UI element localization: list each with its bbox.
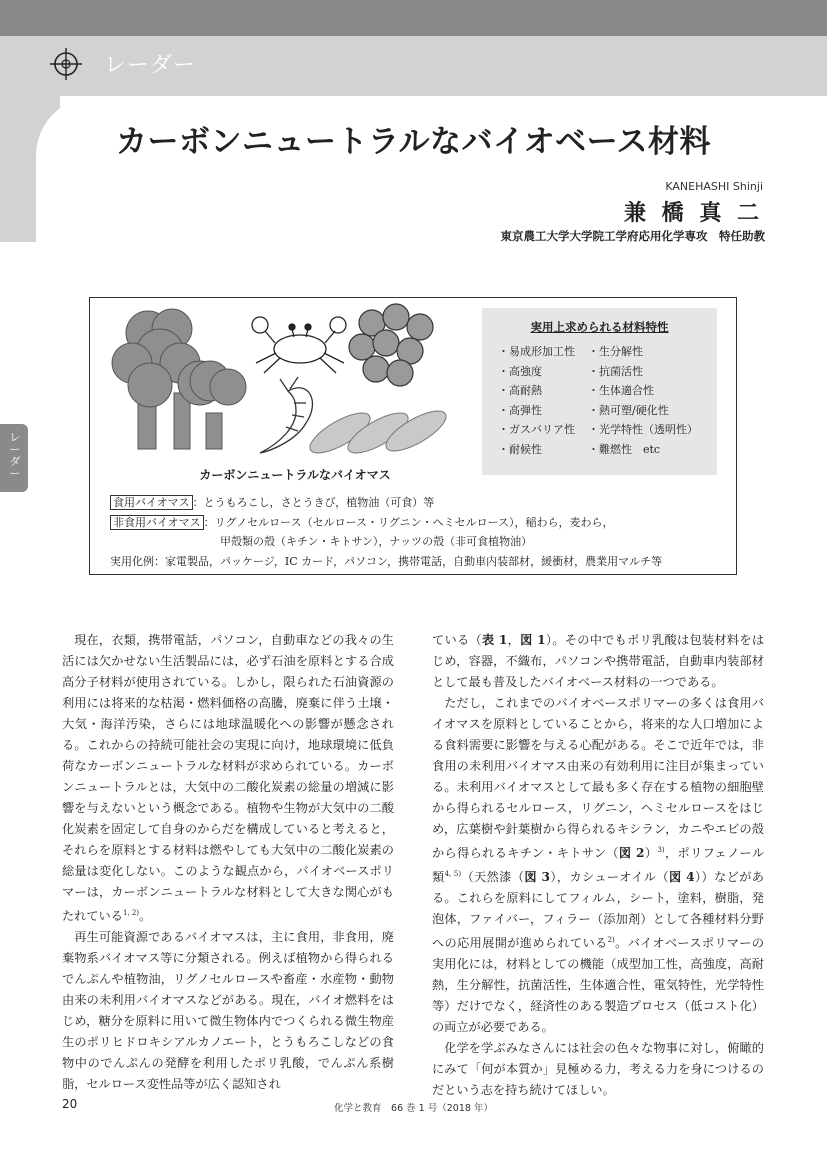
nonfood-biomass-line	[110, 514, 614, 530]
author-affiliation: 東京農工大学大学院工学府応用化学専攻 特任助教	[500, 229, 765, 243]
journal-footer: 化学と教育 66 巻 1 号（2018 年）	[334, 1103, 493, 1114]
property-item: ・難燃性 etc	[588, 442, 661, 456]
paragraph: ただし，これまでのバイオベースポリマーの多くは食用バイオマスを原料としていることから，将来的な人口増加による食料需要に影響を与える心配がある。そこで近年では，非食用の未利用バイオマス由来の有効利用に注目が集まっている。未利用バイオマスとして最も多く存在する植物の細胞壁から得られるセルロース，リグニン，ヘミセルロースをはじめ，広葉樹や針葉樹から得られるキシラン，カニやエビの殻から得られるキチン・キトサン（図 2）$^{3)}$，ポリフェノール類$^{4, 5)}$（天然漆（図 3），カシューオイル（図 4））などがある。これらを原料にしてフィルム，シート，塗料，樹脂，発泡体，ファイバー，フィラー（添加剤）として各種材料分野への応用展開が進められている$^{2)}$。バイオベースポリマーの実用化には，材料としての機能（成型加工性，高強度，高耐熱，生分解性，抗菌活性，生体適合性，電気特性，光学特性等）だけでなく，経済性のある製造プロセス（低コスト化）の両立が必要である。	[432, 696, 765, 1035]
property-item: ・生分解性	[588, 345, 643, 358]
property-item: ・ガスバリア性	[498, 423, 575, 436]
property-item: ・光学特性（透明性）	[588, 423, 698, 436]
property-item: ・熱可塑/硬化性	[588, 403, 669, 417]
property-item: ・高弾性	[498, 403, 542, 417]
properties-right-list	[588, 342, 698, 459]
section-label: レーダー	[104, 53, 197, 78]
tree-icon	[112, 309, 246, 449]
nonfood-biomass-label: 非食用バイオマス	[110, 515, 204, 530]
crosshair-icon	[48, 46, 84, 82]
biomass-illustration	[110, 303, 480, 463]
food-biomass-line	[110, 494, 434, 510]
corn-icon	[305, 404, 452, 461]
top-bar	[0, 0, 827, 36]
properties-title: 実用上求められる材料特性	[530, 320, 669, 334]
property-item: ・耐候性	[498, 442, 542, 456]
property-item: ・生体適合性	[588, 384, 654, 397]
body-column-right	[432, 630, 764, 1101]
property-item: ・高耐熱	[498, 384, 542, 397]
body-column-left	[62, 630, 394, 1095]
paragraph: ている（表 1，図 1）。その中でもポリ乳酸は包装材料をはじめ，容器，不織布，パソコンや携帯電話，自動車内装部材として最も普及したバイオベース材料の一つである。	[432, 633, 765, 689]
page-title: カーボンニュートラルなバイオベース材料	[115, 124, 712, 160]
crab-icon	[252, 317, 346, 373]
food-biomass-label: 食用バイオマス	[110, 495, 193, 510]
examples-text: 実用化例：家電製品，パッケージ，IC カード，パソコン，携帯電話，自動車内装部材，緩衝材，農業用マルチ等	[110, 555, 663, 568]
property-item: ・易成形加工性	[498, 345, 575, 358]
author-roman-name: KANEHASHI Shinji	[665, 180, 763, 193]
biomass-caption: カーボンニュートラルなバイオマス	[199, 468, 391, 482]
page-number: 20	[62, 1097, 78, 1111]
shrimp-icon	[260, 377, 312, 453]
food-biomass-text: ：とうもろこし，さとうきび，植物油（可食）等	[192, 496, 435, 509]
properties-left-list	[498, 342, 575, 459]
nonfood-biomass-text-2: 甲殻類の殻（キチン・キトサン），ナッツの殻（非可食植物油）	[220, 535, 533, 548]
property-item: ・抗菌活性	[588, 364, 643, 378]
paragraph: 再生可能資源であるバイオマスは，主に食用，非食用，廃棄物系バイオマス等に分類される。例えば植物から得られるでんぷんや植物油，リグノセルロースや畜産・水産物・動物由来の未利用バイオマスなどがある。現在，バイオ燃料をはじめ，糖分を原料に用いて微生物体内でつくられる微生物産生のポリヒドロキシアルカノエート，とうもろこしなどの食物中のでんぷんの発酵を利用したポリ乳酸，でんぷん系樹脂，セルロース変性品等が広く認知され	[62, 930, 394, 1092]
paragraph: 現在，衣類，携帯電話，パソコン，自動車などの我々の生活には欠かせない生活製品には，必ず石油を原料とする合成高分子材料が使用されている。しかし，限られた石油資源の利用には将来的な枯渇・燃料価格の高騰，廃棄に伴う土壌・大気・海洋汚染，さらには地球温暖化への影響が懸念される。これからの持続可能社会の実現に向け，地球環境に低負荷なカーボンニュートラルな材料が求められている。カーボンニュートラルとは，大気中の二酸化炭素の総量の増減に影響を与えないという概念である。植物や生物が大気中の二酸化炭素を固定して自身のからだを構成していると考えると，それらを原料とする材料は燃やしても大気中の二酸化炭素の総量は変化しない。このような観点から，バイオベースポリマーは，カーボンニュートラルな材料として大きな関心がもたれている$^{1, 2)}$。	[62, 633, 394, 924]
side-tab-label: レーダー	[9, 431, 21, 480]
paragraph: 化学を学ぶみなさんには社会の色々な物事に対し，俯瞰的にみて「何が本質か」見極める力，考える力を身につけるのだという志を持ち続けてほしい。	[432, 1041, 764, 1098]
nonfood-biomass-text: ：リグノセルロース（セルロース・リグニン・ヘミセルロース），稲わら，麦わら，	[203, 516, 614, 529]
walnut-icon	[349, 304, 433, 386]
author-name: 兼 橋 真 二	[624, 200, 763, 226]
property-item: ・高強度	[498, 364, 542, 378]
